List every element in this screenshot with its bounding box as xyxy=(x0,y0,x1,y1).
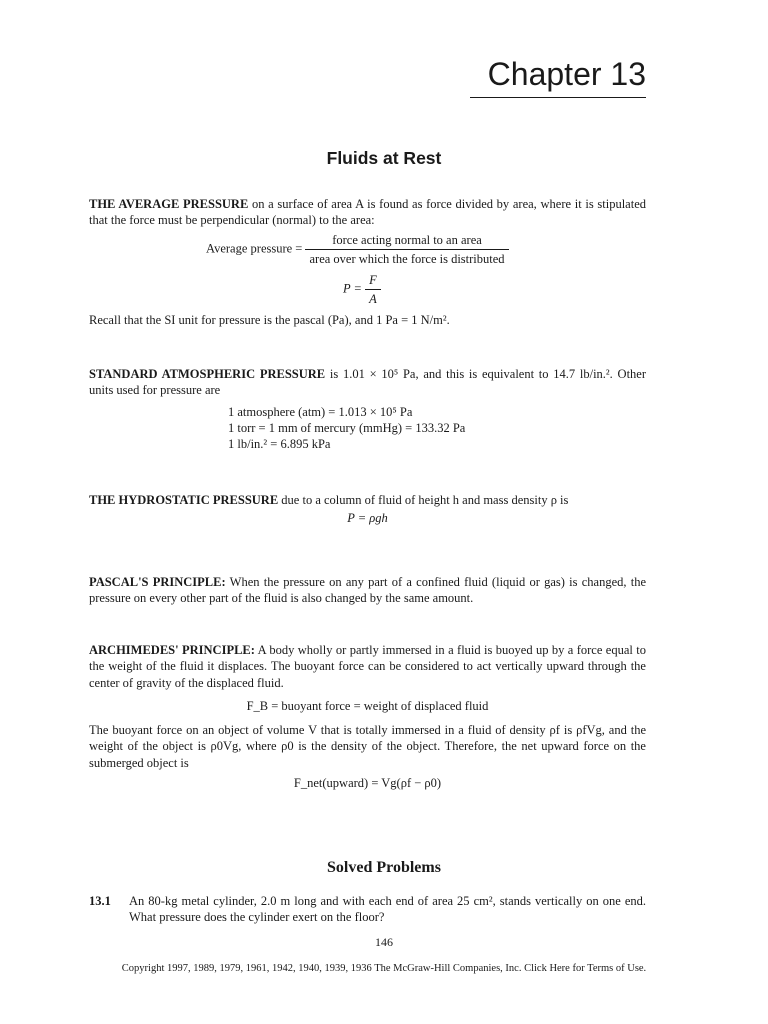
average-pressure-text: on a surface of area A is found as force divided by area, where it is stipulated that the force must be perpendicular (normal) to the area: xyxy=(89,197,646,228)
unit-line: 1 torr = 1 mm of mercury (mmHg) = 133.32 Pa xyxy=(228,421,466,435)
problem-text: An 80-kg metal cylinder, 2.0 m long and with each end of area 25 cm², stands vertically on one end. What pressure does the cylinder exert on the floor? xyxy=(129,894,646,925)
si-unit-note: Recall that the SI unit for pressure is the pascal (Pa), and 1 Pa = 1 N/m². xyxy=(89,313,450,327)
hydrostatic-formula: P = ρgh xyxy=(347,511,388,525)
equation-numerator: force acting normal to an area xyxy=(305,232,508,250)
unit-line: 1 lb/in.² = 6.895 kPa xyxy=(228,437,331,451)
solved-problems-heading: Solved Problems xyxy=(327,859,441,876)
atmospheric-pressure-term: STANDARD ATMOSPHERIC PRESSURE xyxy=(89,367,326,381)
pascal-principle-term: PASCAL'S PRINCIPLE: xyxy=(89,575,226,589)
average-pressure-equation xyxy=(206,232,509,268)
hydrostatic-pressure-text: due to a column of fluid of height h and mass density ρ is xyxy=(278,493,569,507)
pascal-principle-text: When the pressure on any part of a confined fluid (liquid or gas) is changed, the pressure on every other part of the fluid is also changed by the same amount. xyxy=(89,575,647,606)
average-pressure-paragraph xyxy=(89,196,646,229)
atmospheric-pressure-text: is 1.01 × 10⁵ Pa, and this is equivalent to 14.7 lb/in.². Other units used for pressure are xyxy=(89,367,646,398)
copyright-notice: Copyright 1997, 1989, 1979, 1961, 1942, 1940, 1939, 1936 The McGraw-Hill Companies, Inc. Click Here for Terms of Use. xyxy=(121,963,647,974)
chapter-title: Fluids at Rest xyxy=(326,148,442,168)
average-pressure-term: THE AVERAGE PRESSURE xyxy=(89,197,249,211)
equation-fraction xyxy=(305,232,508,268)
hydrostatic-pressure-term: THE HYDROSTATIC PRESSURE xyxy=(89,493,279,507)
archimedes-principle-text: A body wholly or partly immersed in a fluid is buoyed up by a force equal to the weight of the fluid it displaces. The buoyant force can be considered to act vertically upward through the center of gravity of the displaced fluid. xyxy=(89,643,646,690)
formula-denominator: A xyxy=(369,292,377,307)
buoyant-force-paragraph: The buoyant force on an object of volume V that is totally immersed in a fluid of density ρf is ρfVg, and the weight of the object is ρ0Vg, where ρ0 is the density of the object. Therefore, the net upward force on the submerged object is xyxy=(89,723,646,770)
net-force-formula: F_net(upward) = Vg(ρf − ρ0) xyxy=(293,776,442,790)
formula-lhs: P = xyxy=(343,281,362,296)
equation-denominator: area over which the force is distributed xyxy=(309,252,505,267)
pascal-principle-paragraph xyxy=(89,574,646,607)
hydrostatic-pressure-paragraph xyxy=(89,492,646,508)
formula-numerator: F xyxy=(365,272,381,290)
page-number: 146 xyxy=(375,935,393,949)
pressure-formula xyxy=(343,272,381,308)
unit-line: 1 atmosphere (atm) = 1.013 × 10⁵ Pa xyxy=(228,405,413,419)
chapter-rule xyxy=(470,97,646,98)
archimedes-principle-paragraph xyxy=(89,642,646,691)
formula-fraction xyxy=(365,272,381,308)
chapter-heading: Chapter 13 xyxy=(487,56,646,92)
problem-number: 13.1 xyxy=(89,894,111,908)
pressure-unit-list xyxy=(228,404,465,452)
equation-label: Average pressure = xyxy=(206,241,303,256)
atmospheric-pressure-paragraph xyxy=(89,366,646,399)
archimedes-principle-term: ARCHIMEDES' PRINCIPLE: xyxy=(89,643,255,657)
buoyant-force-formula: F_B = buoyant force = weight of displaced fluid xyxy=(246,699,489,713)
